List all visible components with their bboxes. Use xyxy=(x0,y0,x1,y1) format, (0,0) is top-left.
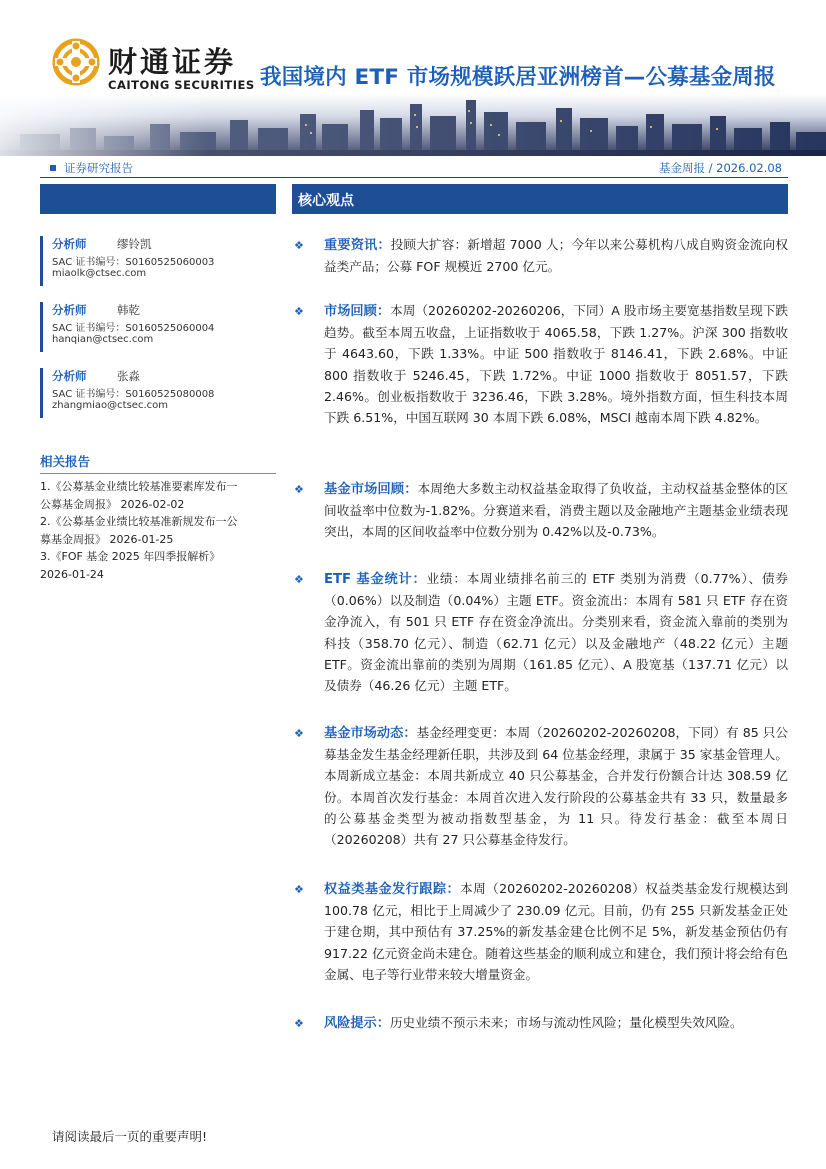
analyst-role: 分析师 xyxy=(52,237,87,251)
point-text: 投顾大扩容：新增超 7000 人；今年以来公募机构八成自购资金流向权益类产品；公募 FOF 规模近 2700 亿元。 xyxy=(324,237,789,275)
point-lead: 市场回顾： xyxy=(324,304,391,319)
key-point xyxy=(294,878,788,985)
key-point xyxy=(294,568,788,696)
analyst-name: 韩乾 xyxy=(117,303,140,317)
core-viewpoints-title: 核心观点 xyxy=(298,193,354,209)
diamond-bullet-icon: ❖ xyxy=(294,573,304,586)
key-point xyxy=(294,722,788,850)
logo-emblem-icon xyxy=(52,38,100,86)
diamond-bullet-icon: ❖ xyxy=(294,883,304,896)
point-text: 历史业绩不预示未来；市场与流动性风险；量化模型失效风险。 xyxy=(389,1015,743,1030)
related-reports-list xyxy=(40,478,276,583)
point-text: 本周绝大多数主动权益基金取得了负收益，主动权益基金整体的区间收益率中位数为-1.82%。分赛道来看，消费主题以及金融地产主题基金业绩表现突出，本周的区间收益率中位数分别为 0.42%以及-0.73%。 xyxy=(324,481,789,540)
analyst-name: 缪铃凯 xyxy=(117,237,152,251)
diamond-bullet-icon: ❖ xyxy=(294,305,304,318)
report-type-date: 基金周报 / 2026.02.08 xyxy=(658,161,782,175)
related-report-line: 2.《公募基金业绩比较基准新规发布一公 xyxy=(40,515,238,528)
related-report-item[interactable] xyxy=(40,513,276,548)
analyst-email[interactable]: zhangmiao@ctsec.com xyxy=(52,400,168,411)
diamond-bullet-icon: ❖ xyxy=(294,727,304,740)
related-report-item[interactable] xyxy=(40,478,276,513)
related-report-line: 2026-01-24 xyxy=(40,567,104,581)
point-text: 业绩：本周业绩排名前三的 ETF 类别为消费（0.77%）、债券（0.06%）以及制造（0.04%）主题 ETF。资金流出：本周有 581 只 ETF 存在资金净流入，有 501 只 ETF 存在资金净流出。分类别来看，资金流入靠前的类别为科技（358.70 亿元）、制造（62.71 亿元）以及金融地产（48.22 亿元）主题 ETF。资金流出靠前的类别为周期（161.85 亿元）、A 股宽基（137.71 亿元）以及债券（46.26 亿元）主题 ETF。 xyxy=(324,571,788,694)
diamond-bullet-icon: ❖ xyxy=(294,1017,304,1030)
point-text: 本周（20260202-20260206，下同）A 股市场主要宽基指数呈现下跌趋势。截至本周五收盘，上证指数收于 4065.58，下跌 1.27%。沪深 300 指数收于 4643.60，下跌 1.33%。中证 500 指数收于 8146.41，下跌 2.68%。中证 800 指数收于 5246.45，下跌 1.72%。中证 1000 指数收于 8051.57，下跌 2.46%。创业板指数收于 3236.46，下跌 3.28%。境外指数方面，恒生科技本周下跌 6.51%，中国互联网 30 本周下跌 6.08%，MSCI 越南本周下跌 4.82%。 xyxy=(324,303,788,426)
report-category-label: 证券研究报告 xyxy=(64,161,133,175)
company-logo xyxy=(52,38,255,94)
square-bullet-icon xyxy=(50,165,56,171)
related-report-line: 3.《FOF 基金 2025 年四季报解析》 xyxy=(40,550,221,563)
related-report-line: 募基金周报》 2026-01-25 xyxy=(40,532,174,546)
logo-english-name: CAITONG SECURITIES xyxy=(108,78,255,92)
sidebar-header-bar xyxy=(40,184,276,214)
related-report-line: 公募基金周报》 2026-02-02 xyxy=(40,497,185,511)
related-reports-title: 相关报告 xyxy=(40,452,276,474)
diamond-bullet-icon: ❖ xyxy=(294,483,304,496)
key-point xyxy=(294,234,788,277)
key-point xyxy=(294,300,788,428)
analyst-sac: SAC 证书编号：S0160525060003 xyxy=(52,257,215,268)
analyst-sac: SAC 证书编号：S0160525080008 xyxy=(52,389,215,400)
report-title: 我国境内 ETF 市场规模跃居亚洲榜首—公募基金周报 xyxy=(260,65,776,90)
core-viewpoints-header xyxy=(292,184,788,214)
analyst-sac: SAC 证书编号：S0160525060004 xyxy=(52,323,215,334)
point-lead: 权益类基金发行跟踪： xyxy=(324,882,461,897)
analyst-email[interactable]: hanqian@ctsec.com xyxy=(52,334,154,345)
point-lead: 基金市场动态： xyxy=(324,726,417,741)
analyst-role: 分析师 xyxy=(52,303,87,317)
report-category xyxy=(50,160,133,176)
analyst-card xyxy=(40,368,276,418)
analyst-role: 分析师 xyxy=(52,369,87,383)
analyst-email[interactable]: miaolk@ctsec.com xyxy=(52,268,147,279)
point-text: 本周（20260202-20260208）权益类基金发行规模达到 100.78 亿元，相比于上周减少了 230.09 亿元。目前，仍有 255 只新发基金正处于建仓期，其中预估有 37.25%的新发基金建仓比例不足 5%，新发基金预估仍有 917.22 亿元资金尚未建仓。随着这些基金的顺利成立和建仓，我们预计将会给有色金属、电子等行业带来较大增量资金。 xyxy=(324,881,788,982)
analyst-card xyxy=(40,236,276,286)
key-point xyxy=(294,1012,788,1034)
related-report-line: 1.《公募基金业绩比较基准要素库发布一 xyxy=(40,480,238,493)
key-point xyxy=(294,478,788,543)
analyst-card xyxy=(40,302,276,352)
point-text: 基金经理变更：本周（20260202-20260208，下同）有 85 只公募基金发生基金经理新任职，共涉及到 64 位基金经理，隶属于 35 家基金管理人。本周新成立基金：本周共新成立 40 只公募基金，合并发行份额合计达 308.59 亿份。本周首次发行基金：本周首次进入发行阶段的公募基金共有 33 只，数量最多的公募基金类型为被动指数型基金，为 11 只。待发行基金：截至本周日（20260208）共有 27 只公募基金待发行。 xyxy=(324,725,788,848)
point-lead: 风险提示： xyxy=(324,1016,390,1031)
point-lead: 重要资讯： xyxy=(324,238,391,253)
report-meta-bar xyxy=(40,158,788,178)
point-lead: 基金市场回顾： xyxy=(324,482,418,497)
analyst-name: 张淼 xyxy=(117,369,140,383)
disclaimer-notice: 请阅读最后一页的重要声明! xyxy=(52,1129,208,1144)
city-skyline-banner xyxy=(0,94,826,156)
point-lead: ETF 基金统计： xyxy=(324,572,427,587)
related-report-item[interactable] xyxy=(40,548,276,583)
diamond-bullet-icon: ❖ xyxy=(294,239,304,252)
logo-chinese-name: 财通证券 xyxy=(108,45,237,79)
